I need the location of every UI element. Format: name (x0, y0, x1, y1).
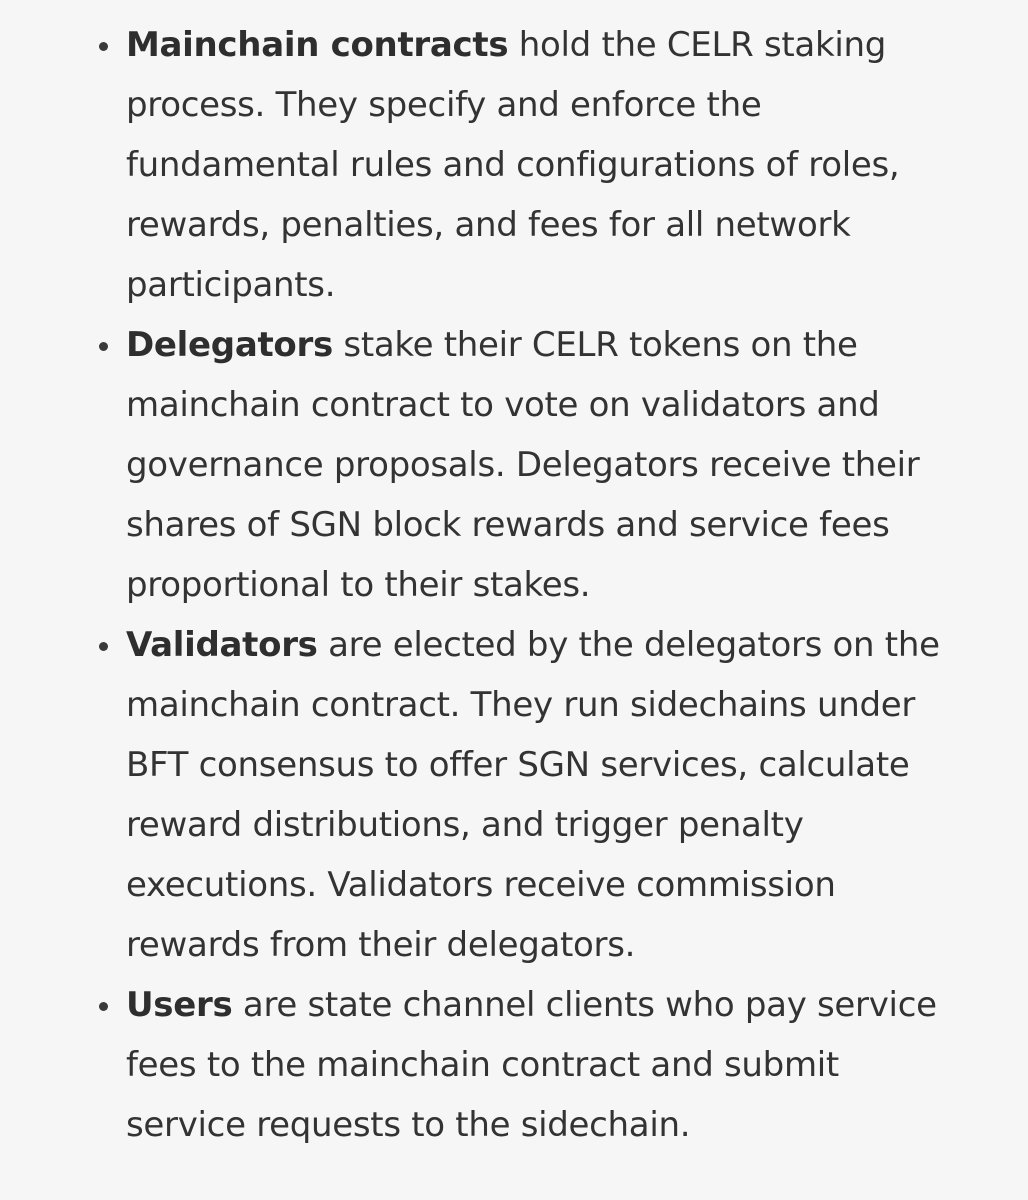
text-line (126, 15, 968, 75)
bullet-icon (99, 42, 108, 51)
roles-list (0, 15, 1028, 1155)
text-line: rewards, penalties, and fees for all network (126, 205, 851, 245)
list-item-text (126, 15, 968, 315)
text-line: mainchain contract. They run sidechains under (126, 685, 916, 725)
text-line: mainchain contract to vote on validators and (126, 385, 880, 425)
text-line: service requests to the sidechain. (126, 1105, 691, 1145)
role-term: Users (126, 985, 233, 1025)
list-item-users (0, 975, 1028, 1155)
list-item-text (126, 975, 968, 1155)
text-line: governance proposals. Delegators receive their (126, 445, 920, 485)
text-line: executions. Validators receive commission (126, 865, 836, 905)
text-line (126, 615, 968, 675)
text-line: fundamental rules and configurations of roles, (126, 145, 900, 185)
text-line: shares of SGN block rewards and service fees (126, 505, 890, 545)
list-item-validators (0, 615, 1028, 975)
role-description: are elected by the delegators on the (317, 625, 940, 665)
bullet-icon (99, 1002, 108, 1011)
role-term: Validators (126, 625, 318, 665)
text-line: fees to the mainchain contract and submit (126, 1045, 839, 1085)
text-line: process. They specify and enforce the (126, 85, 762, 125)
role-description: stake their CELR tokens on the (332, 325, 858, 365)
text-line: proportional to their stakes. (126, 565, 591, 605)
role-description: hold the CELR staking (508, 25, 887, 65)
list-item-text (126, 615, 968, 975)
list-item-mainchain-contracts (0, 15, 1028, 315)
text-line: reward distributions, and trigger penalty (126, 805, 804, 845)
role-description: are state channel clients who pay service (232, 985, 937, 1025)
text-line (126, 975, 968, 1035)
list-item-delegators (0, 315, 1028, 615)
text-line: BFT consensus to offer SGN services, calculate (126, 745, 910, 785)
text-line: rewards from their delegators. (126, 925, 636, 965)
role-term: Delegators (126, 325, 333, 365)
bullet-icon (99, 642, 108, 651)
role-term: Mainchain contracts (126, 25, 509, 65)
text-line: participants. (126, 265, 336, 305)
list-item-text (126, 315, 968, 615)
bullet-icon (99, 342, 108, 351)
text-line (126, 315, 968, 375)
